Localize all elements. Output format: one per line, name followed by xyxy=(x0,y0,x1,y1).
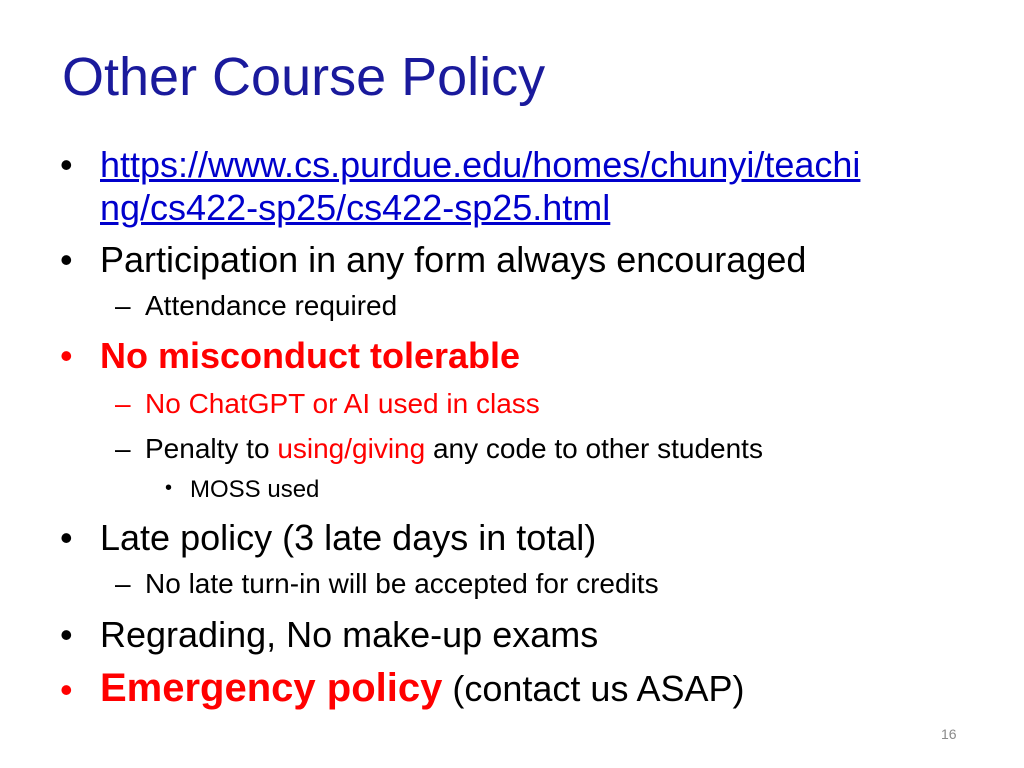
bullet-icon: • xyxy=(60,614,73,655)
dash-icon: – xyxy=(115,433,131,464)
no-late-text: No late turn-in will be accepted for credits xyxy=(145,568,659,599)
attendance-text: Attendance required xyxy=(145,290,398,321)
moss-text: MOSS used xyxy=(190,476,320,503)
emergency-note: (contact us ASAP) xyxy=(442,668,745,709)
penalty-highlight: using/giving xyxy=(277,433,426,464)
emergency-text: Emergency policy xyxy=(100,666,443,710)
dash-icon: – xyxy=(115,388,131,419)
course-url-link-line2[interactable]: ng/cs422-sp25/cs422-sp25.html xyxy=(100,187,611,228)
dash-icon: – xyxy=(115,290,131,321)
bullet-icon: • xyxy=(165,477,173,499)
bullet-icon: • xyxy=(60,144,73,185)
misconduct-text: No misconduct tolerable xyxy=(100,335,521,376)
bullet-icon: • xyxy=(60,517,73,558)
no-chatgpt-text: No ChatGPT or AI used in class xyxy=(145,388,540,419)
dash-icon: – xyxy=(115,568,131,599)
bullet-icon: • xyxy=(60,669,73,710)
bullet-icon: • xyxy=(60,239,73,280)
penalty-suffix: any code to other students xyxy=(425,433,763,464)
emergency-line xyxy=(100,668,745,708)
course-url-link-line1[interactable]: https://www.cs.purdue.edu/homes/chunyi/teachi xyxy=(100,144,861,185)
bullet-icon: • xyxy=(60,335,73,376)
penalty-prefix: Penalty to xyxy=(145,433,278,464)
penalty-line xyxy=(145,435,763,463)
regrading-text: Regrading, No make-up exams xyxy=(100,614,599,655)
slide-number: 16 xyxy=(941,726,957,742)
participation-text: Participation in any form always encouraged xyxy=(100,239,807,280)
slide-title: Other Course Policy xyxy=(62,47,546,107)
late-policy-text: Late policy (3 late days in total) xyxy=(100,517,597,558)
